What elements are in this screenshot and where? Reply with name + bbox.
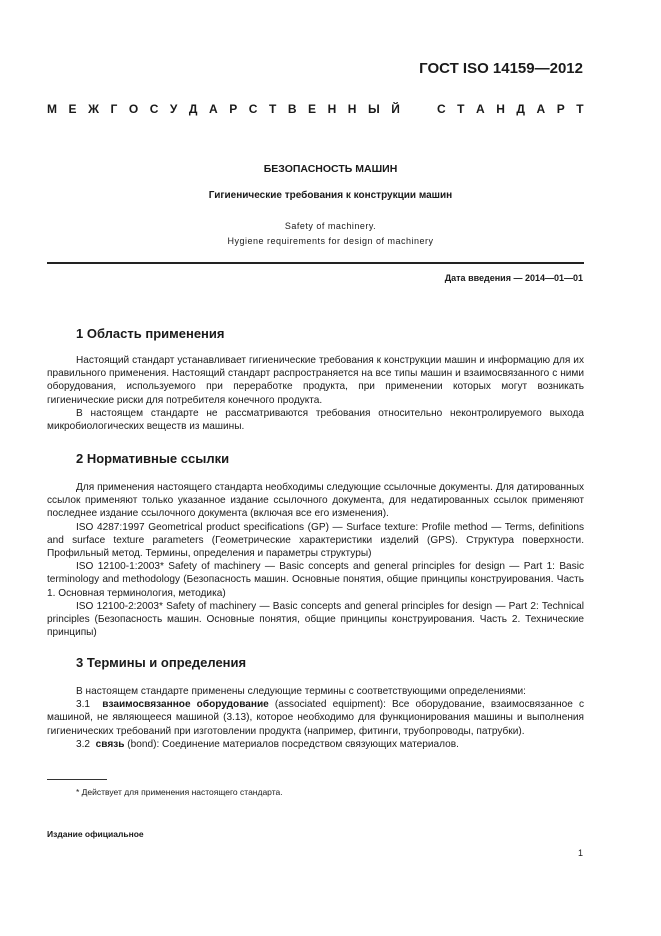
heading-letter: Е xyxy=(68,102,77,116)
heading-letter: Й xyxy=(391,102,400,116)
term-definition: (associated equipment): Все оборудование, взаимосвязанное с машиной, не являющееся машиной (3.13), которое необходимо для функционирования машины и выполнения гигиенических требований при изготовлении продукта (например, фитинги, трубопроводы, патрубки). xyxy=(47,699,585,737)
reference-iso-12100-2: ISO 12100-2:2003* Safety of machinery — Basic concepts and general principles for design — Part 2: Technical principles (Безопасность машин. Основные понятия, общие принципы конструирования. Часть 2. Технические принципы) xyxy=(47,600,584,639)
standard-type-heading xyxy=(47,102,584,116)
document-title: БЕЗОПАСНОСТЬ МАШИН xyxy=(263,163,398,175)
document-subtitle: Гигиенические требования к конструкции машин xyxy=(208,190,453,201)
heading-letter: А xyxy=(476,102,485,116)
paragraph: В настоящем стандарте не рассматриваются требования относительно неконтролируемого выхода микробиологических веществ из машины. xyxy=(47,407,584,433)
heading-letter: У xyxy=(169,102,178,116)
heading-letter: Н xyxy=(327,102,337,116)
heading-letter: Р xyxy=(229,102,238,116)
term-name: взаимосвязанное оборудование xyxy=(102,699,269,711)
heading-letter: О xyxy=(128,102,139,116)
heading-letter: В xyxy=(287,102,297,116)
edition-label: Издание официальное xyxy=(47,829,144,839)
footnote: * Действует для применения настоящего стандарта. xyxy=(76,787,283,797)
heading-letter: Н xyxy=(347,102,357,116)
heading-letter: А xyxy=(536,102,546,116)
heading-letter: С xyxy=(248,102,258,116)
paragraph: Для применения настоящего стандарта необходимы следующие ссылочные документы. Для датированных ссылок применяют только указанное издание ссылочного документа, для недатированных ссылок применяют последнее издание ссылочного документа (включая все его изменения). xyxy=(47,482,584,520)
heading-letter: Ж xyxy=(88,102,99,116)
section-1-heading: 1 Область применения xyxy=(76,326,225,341)
header-divider xyxy=(47,262,584,264)
heading-letter: С xyxy=(436,102,446,116)
term-3-1 xyxy=(47,698,584,738)
english-title xyxy=(0,219,661,249)
heading-letter: Т xyxy=(457,102,465,116)
term-name: связь xyxy=(95,738,125,750)
heading-letter: Д xyxy=(516,102,525,116)
heading-letter: М xyxy=(47,102,57,116)
paragraph: Настоящий стандарт устанавливает гигиенические требования к конструкции машин и информацию для их правильного применения. Настоящий стандарт распространяется на все типы машин и взаимосвязанного с ними оборудования, используемого при переработке продукта, при применении которых могут возникать гигиенические риски для потребителя конечного продукта. xyxy=(47,355,584,406)
section-2-body xyxy=(47,481,584,639)
heading-letter: Р xyxy=(556,102,565,116)
reference-iso-4287: ISO 4287:1997 Geometrical product specifications (GP) — Surface texture: Profile method — Terms, definitions and surface texture parameters (Геометрические характеристики изделий (GPS). Структура поверхности. Профильный метод. Термины, определения и параметры структуры) xyxy=(47,521,584,560)
term-number: 3.1 xyxy=(76,699,91,711)
page-number: 1 xyxy=(577,848,583,858)
term-3-2 xyxy=(47,738,584,751)
heading-letter: Г xyxy=(110,102,118,116)
reference-iso-12100-1: ISO 12100-1:2003* Safety of machinery — Basic concepts and general principles for design — Part 1: Basic terminology and methodology (Безопасность машин. Основные понятия, общие принципы конструирования. Часть 1. Основная терминология, методика) xyxy=(47,561,584,599)
paragraph: В настоящем стандарте применены следующие термины с соответствующими определениями: xyxy=(76,686,526,697)
letter-gap xyxy=(411,102,425,116)
term-number: 3.2 xyxy=(76,738,91,750)
heading-letter: А xyxy=(208,102,218,116)
section-3-body xyxy=(47,685,584,751)
heading-letter: Т xyxy=(268,102,277,116)
english-title-line1: Safety of machinery. xyxy=(284,221,377,231)
heading-letter: Д xyxy=(188,102,198,116)
footnote-divider xyxy=(47,779,107,780)
introduction-date: Дата введения — 2014—01—01 xyxy=(444,273,583,283)
heading-letter: Е xyxy=(308,102,317,116)
heading-letter: Т xyxy=(576,102,584,116)
heading-letter: Н xyxy=(496,102,505,116)
heading-letter: С xyxy=(149,102,159,116)
section-2-heading: 2 Нормативные ссылки xyxy=(76,451,230,466)
english-title-line2: Hygiene requirements for design of machinery xyxy=(227,236,434,246)
term-definition: (bond): Соединение материалов посредством связующих материалов. xyxy=(124,738,459,750)
heading-letter: Ы xyxy=(367,102,380,116)
document-id: ГОСТ ISO 14159—2012 xyxy=(419,60,583,77)
section-1-body xyxy=(47,354,584,433)
section-3-heading: 3 Термины и определения xyxy=(76,655,247,670)
